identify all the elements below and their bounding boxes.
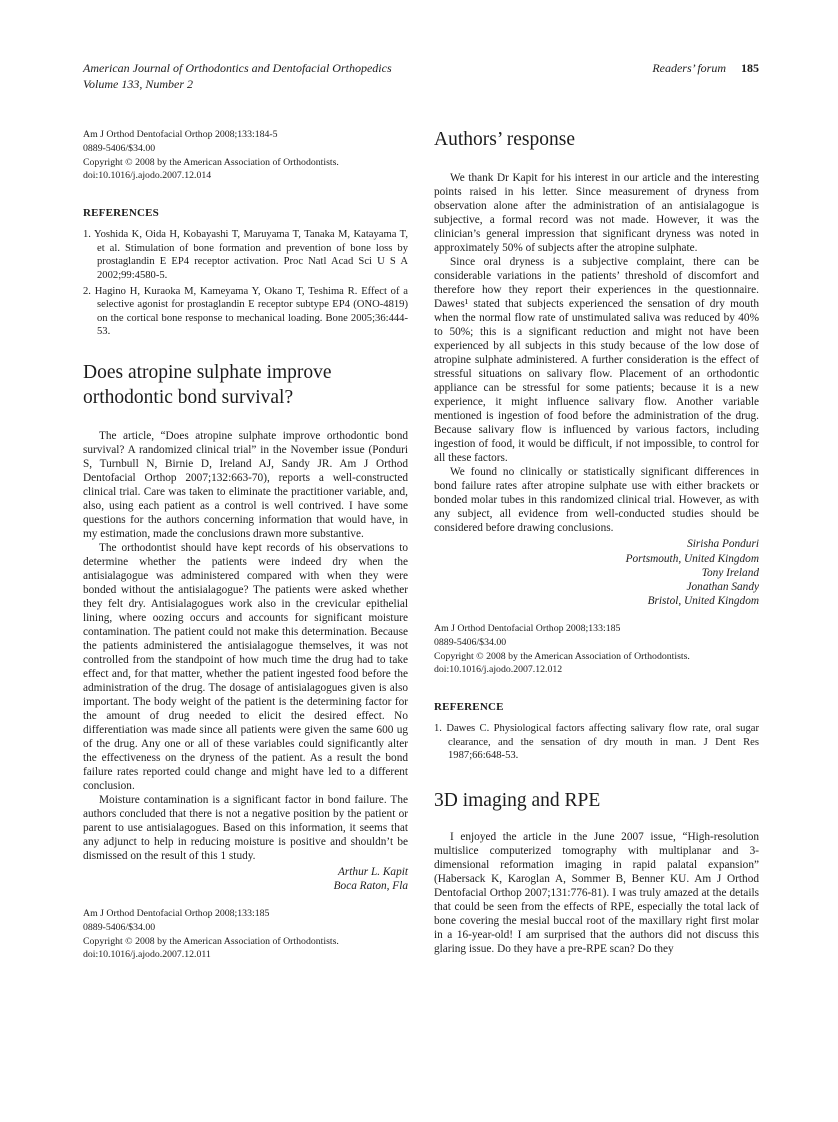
reference-number: 1. xyxy=(434,723,442,735)
reference-text: Hagino H, Kuraoka M, Kameyama Y, Okano T, Teshima R. Effect of a selective agonist for prostaglandin E receptor subtype EP4 (ONO-4819) on the cortical bone response to mechanical loading. Bone 2005;36:444-53. xyxy=(94,285,409,338)
citation-line: Copyright © 2008 by the American Association of Orthodontists. xyxy=(83,935,339,947)
article-title-3d-imaging: 3D imaging and RPE xyxy=(434,789,601,811)
signature-location: Portsmouth, United Kingdom xyxy=(625,552,759,565)
citation-line: Copyright © 2008 by the American Association of Orthodontists. xyxy=(434,650,690,662)
paragraph: The orthodontist should have kept records of his observations to determine whether the patients were indeed dry when the antisialagogue was administered compared with when they were bonded without the antisialagogue? The patients were asked whether they felt dry. Antisialagogues work also in the crevicular epithelial lining, where oozing occurs and accounts for significant moisture contamination. The patient could not make this determination. Because the patients administered the antisialagogue themselves, it was not controlled from the standpoint of how much time the drug had to take effect and, for that matter, whether the patient ingested food before the administration of the drug. The dosage of antisialagogues given is also important. The body weight of the patient is the determining factor for the amount of drug needed to elicit the desired effect. No differentiation was made since all patients were given the same 600 ug of the drug. Any one or all of these variables could significantly alter the effectiveness on the dryness of the patient. As a result the bond failure rates reported could change and might have led to a different conclusion. xyxy=(83,541,408,792)
citation-doi: doi:10.1016/j.ajodo.2007.12.014 xyxy=(83,170,212,182)
citation-doi: doi:10.1016/j.ajodo.2007.12.012 xyxy=(434,664,563,676)
citation-block-response xyxy=(434,622,759,677)
signature-location: Boca Raton, Fla xyxy=(333,880,408,893)
page-number: 185 xyxy=(741,61,759,75)
paragraph: I enjoyed the article in the June 2007 issue, “High-resolution multislice computerized tomography with multiplanar and 3-dimensional reformation imaging in rapid palatal expansion” (Habersack K, Karoglan A, Sommer B, Benner KU. Am J Orthod Dentofacial Orthop 2007;131:776-81). I was truly amazed at the details that could be seen from the effects of RPE, especially the total lack of bone covering the mesial buccal root of the maxillary right first molar in a 16-year-old! I am surprised that the authors did not discuss this glaring issue. Do they have a pre-RPE scan? Do they xyxy=(434,830,759,955)
paragraph: Since oral dryness is a subjective complaint, there can be considerable variations in the patients’ threshold of discomfort and therefore how they report their experiences in the questionnaire. Dawes¹ stated that subjects experienced the sensation of dry mouth when the normal flow rate of unstimulated saliva was reduced by 40% to 50%; this is a significant reduction and might not have been experienced by all subjects in this study because of the low dose of atropine sulphate administered. A further consideration is the effect of stressful situations on salivary flow. Placement of an orthodontic appliance can be stressful for some patients; because it is a new experience, it might influence salivary flow. Another variable mentioned is ingestion of food before the administration of the drug. Because salivary flow is influenced by various factors, including ingestion of food, it would be difficult, if not impossible, to control for all these factors. xyxy=(434,256,759,465)
signature-author: Tony Ireland xyxy=(701,566,759,579)
section-label: Readers’ forum xyxy=(652,61,726,75)
citation-line: Am J Orthod Dentofacial Orthop 2008;133:184-5 xyxy=(83,129,278,141)
page-content xyxy=(83,60,759,962)
reference-number: 2. xyxy=(83,285,91,297)
journal-masthead xyxy=(83,60,392,92)
signature-author: Sirisha Ponduri xyxy=(687,538,759,551)
journal-title: American Journal of Orthodontics and Dentofacial Orthopedics xyxy=(83,61,392,75)
authors-response-title: Authors’ response xyxy=(434,129,575,151)
running-head xyxy=(652,60,759,76)
left-column xyxy=(83,128,408,962)
signature-block xyxy=(83,865,408,893)
paragraph: We found no clinically or statistically significant differences in bond failure rates after atropine sulphate use with either brackets or bonded molar tubes in this randomized clinical trial. However, as with any subject, all evidence from well-conducted studies should be considered before drawing conclusions. xyxy=(434,466,759,535)
reference-text: Dawes C. Physiological factors affecting salivary flow rate, oral sugar clearance, and the sensation of dry mouth in man. J Dent Res 1987;66:648-53. xyxy=(446,723,759,762)
citation-block-bottom xyxy=(83,907,408,962)
page-header xyxy=(83,60,759,92)
signature-location: Bristol, United Kingdom xyxy=(647,595,759,608)
signature-block xyxy=(434,537,759,608)
citation-block-top xyxy=(83,128,408,183)
journal-volume-line: Volume 133, Number 2 xyxy=(83,77,193,92)
reference-item xyxy=(434,722,759,763)
citation-line: 0889-5406/$34.00 xyxy=(83,143,156,155)
citation-line: Am J Orthod Dentofacial Orthop 2008;133:185 xyxy=(434,623,621,635)
reference-text: Yoshida K, Oida H, Kobayashi T, Maruyama T, Tanaka M, Katayama T, et al. Stimulation of bone formation and prevention of bone loss by prostaglandin E EP4 receptor activation. Proc Natl Acad Sci U S A 2002;99:4580-5. xyxy=(94,229,409,281)
right-column xyxy=(434,128,759,962)
citation-line: Am J Orthod Dentofacial Orthop 2008;133:185 xyxy=(83,908,270,920)
references-heading: REFERENCES xyxy=(83,207,159,220)
signature-author: Jonathan Sandy xyxy=(686,580,759,593)
reference-item xyxy=(83,285,408,339)
reference-number: 1. xyxy=(83,229,91,241)
paragraph: We thank Dr Kapit for his interest in our article and the interesting points raised in his letter. Since measurement of dryness from observation alone after the administration of an antisialagogue is subjective, a formal record was not made. However, it was the clinician’s general impression that significant dryness was noted in approximately 50% of subjects after the atropine sulphate. xyxy=(434,172,759,255)
reference-heading: REFERENCE xyxy=(434,701,504,714)
paragraph: The article, “Does atropine sulphate improve orthodontic bond survival? A randomized clinical trial” in the November issue (Ponduri S, Turnbull N, Birnie D, Ireland AJ, Sandy JR. Am J Orthod Dentofacial Orthop 2007;132:663-70), reports a well-constructed clinical trial. Care was taken to eliminate the practitioner variable, and, also, using each patient as a control is well contrived. I have some questions for the authors concerning information that would have, in my estimation, made the conclusions drawn more substantive. xyxy=(83,429,408,540)
citation-line: Copyright © 2008 by the American Association of Orthodontists. xyxy=(83,156,339,168)
paragraph: Moisture contamination is a significant factor in bond failure. The authors concluded that there is not a negative position by the patient or parent to use antisialagogues. Based on this information, it seems that any adjunct to help in reducing moisture is positive and shouldn’t be dismissed on the result of this 1 study. xyxy=(83,793,408,862)
two-column-layout xyxy=(83,128,759,962)
article-title-atropine: Does atropine sulphate improve orthodontic bond survival? xyxy=(83,361,332,408)
reference-item xyxy=(83,228,408,282)
references-list xyxy=(434,722,759,763)
citation-line: 0889-5406/$34.00 xyxy=(83,921,156,933)
citation-doi: doi:10.1016/j.ajodo.2007.12.011 xyxy=(83,949,211,961)
references-list xyxy=(83,228,408,339)
signature-author: Arthur L. Kapit xyxy=(338,865,408,878)
citation-line: 0889-5406/$34.00 xyxy=(434,637,507,649)
